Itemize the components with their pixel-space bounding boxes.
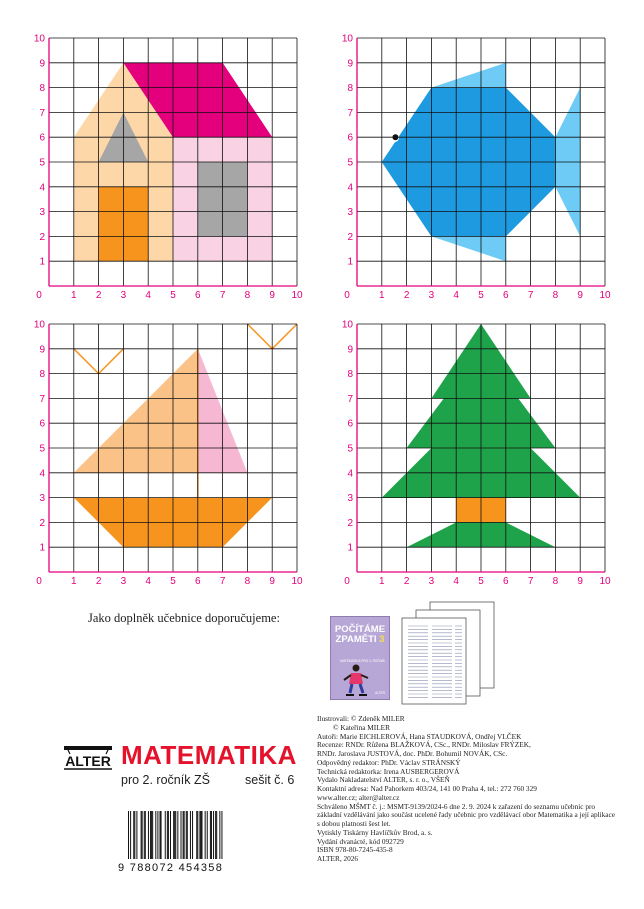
y-tick-label: 4 — [347, 182, 353, 194]
x-tick-label: 5 — [170, 576, 176, 587]
x-tick-label: 9 — [269, 290, 275, 301]
x-tick-label: 3 — [120, 576, 127, 587]
skater-figure-icon — [341, 663, 371, 697]
credit-line: ALTER, 2026 — [317, 854, 359, 863]
y-tick-label: 10 — [341, 319, 353, 331]
x-tick-label: 9 — [269, 576, 275, 587]
x-tick-label: 4 — [145, 576, 151, 587]
y-tick-label: 4 — [39, 468, 45, 480]
credit-line: www.alter.cz; alter@alter.cz — [317, 792, 400, 802]
x-tick-label: 6 — [503, 290, 509, 301]
x-tick-label: 9 — [577, 290, 583, 301]
y-tick-label: 8 — [39, 369, 45, 381]
x-tick-label: 8 — [244, 290, 251, 301]
y-tick-label: 10 — [33, 319, 45, 331]
y-tick-label: 3 — [39, 493, 45, 505]
y-tick-label: 6 — [347, 132, 353, 144]
x-tick-label: 6 — [195, 290, 201, 301]
x-tick-label: 7 — [527, 576, 534, 587]
issue-label: sešit č. 6 — [245, 773, 295, 787]
y-tick-label: 7 — [347, 107, 353, 119]
x-tick-label: 1 — [71, 290, 77, 301]
x-tick-label: 0 — [344, 576, 350, 587]
x-tick-label: 3 — [428, 290, 435, 301]
book-subtitle: MATEMATIKA PRO 3. ROČNÍK — [340, 659, 385, 663]
y-tick-label: 9 — [39, 58, 45, 70]
book-number: 3 — [379, 634, 385, 645]
christmas-tree-grid — [342, 320, 611, 588]
book-title: POČÍTÁME ZPAMĚTI 3 — [334, 624, 386, 645]
x-tick-label: 0 — [36, 290, 42, 301]
x-tick-label: 7 — [527, 290, 534, 301]
y-tick-label: 7 — [39, 107, 45, 119]
x-tick-label: 1 — [379, 290, 385, 301]
y-tick-label: 6 — [39, 132, 45, 144]
x-tick-label: 10 — [599, 290, 611, 301]
y-tick-label: 3 — [347, 493, 353, 505]
logo-text: ALTER — [65, 753, 111, 769]
y-tick-label: 10 — [33, 33, 45, 45]
book-publisher: ALTER — [374, 691, 385, 695]
barcode-number: 9 788072 454358 — [118, 862, 224, 874]
y-tick-label: 2 — [347, 231, 353, 243]
x-tick-label: 9 — [577, 576, 583, 587]
fish-shape-2 — [431, 236, 505, 261]
y-tick-label: 3 — [347, 207, 353, 219]
credit-line: Recenze: RNDr. Růžena BLAŽKOVÁ, CSc., RNDr. Miloslav FRÝZEK, — [317, 740, 531, 750]
credits-block — [317, 715, 617, 864]
x-tick-label: 2 — [95, 290, 102, 301]
y-tick-label: 9 — [347, 344, 353, 356]
y-tick-label: 1 — [347, 256, 353, 268]
x-tick-label: 7 — [219, 576, 226, 587]
x-tick-label: 1 — [71, 576, 77, 587]
x-tick-label: 1 — [379, 576, 385, 587]
credit-line: Vydání dvanácté, kód 092729 — [317, 836, 404, 846]
brand-title: MATEMATIKA — [121, 740, 297, 770]
x-tick-label: 8 — [552, 290, 559, 301]
y-tick-label: 7 — [347, 393, 353, 405]
fish-grid — [342, 34, 611, 302]
y-tick-label: 1 — [39, 542, 45, 554]
x-tick-label: 2 — [403, 290, 410, 301]
x-tick-label: 4 — [453, 290, 459, 301]
y-tick-label: 8 — [39, 83, 45, 95]
x-tick-label: 0 — [344, 290, 350, 301]
credit-line: ISBN 978-80-7245-435-8 — [317, 845, 393, 855]
y-tick-label: 8 — [347, 83, 353, 95]
credit-line: © Kateřina MILER — [333, 722, 391, 732]
x-tick-label: 2 — [403, 576, 410, 587]
credit-line: Odpovědný redaktor: PhDr. Václav STRÁNSKÝ — [317, 757, 461, 767]
credit-line: Ilustrovali: © Zdeněk MILER — [317, 714, 405, 723]
y-tick-label: 9 — [347, 58, 353, 70]
x-tick-label: 4 — [145, 290, 151, 301]
x-tick-label: 7 — [219, 290, 226, 301]
x-tick-label: 10 — [291, 576, 303, 587]
y-tick-label: 5 — [39, 157, 45, 169]
x-tick-label: 5 — [478, 576, 484, 587]
y-tick-label: 7 — [39, 393, 45, 405]
x-tick-label: 3 — [120, 290, 127, 301]
alter-logo — [62, 744, 114, 774]
y-tick-label: 2 — [347, 517, 353, 529]
y-tick-label: 4 — [39, 182, 45, 194]
y-tick-label: 1 — [347, 542, 353, 554]
book-cover-pocitame-zpameti[interactable] — [330, 616, 390, 700]
y-tick-label: 5 — [347, 443, 353, 455]
x-tick-label: 10 — [291, 290, 303, 301]
x-tick-label: 3 — [428, 576, 435, 587]
y-tick-label: 4 — [347, 468, 353, 480]
x-tick-label: 5 — [170, 290, 176, 301]
y-tick-label: 1 — [39, 256, 45, 268]
y-tick-label: 5 — [347, 157, 353, 169]
x-tick-label: 6 — [503, 576, 509, 587]
fish-shape-1 — [431, 63, 505, 88]
credit-line: Kontaktní adresa: Nad Pahorkem 403/24, 141 00 Praha 4, tel.: 272 760 329 — [317, 784, 537, 793]
y-tick-label: 10 — [341, 33, 353, 45]
y-tick-label: 6 — [347, 418, 353, 430]
x-tick-label: 8 — [244, 576, 251, 587]
x-tick-label: 10 — [599, 576, 611, 587]
credit-line: Vydalo Nakladatelství ALTER, s. r. o., VŠEŇ — [317, 775, 450, 785]
y-tick-label: 3 — [39, 207, 45, 219]
x-tick-label: 8 — [552, 576, 559, 587]
x-tick-label: 2 — [95, 576, 102, 587]
x-tick-label: 6 — [195, 576, 201, 587]
credit-line: Technická redaktorka: Irena AUSBERGEROVÁ — [317, 766, 460, 776]
y-tick-label: 2 — [39, 231, 45, 243]
credit-line: Schváleno MŠMT č. j.: MSMT-9139/2024-6 dne 2. 9. 2024 k zařazení do seznamu učebnic pro základní vzdělávání jako součást ucelené řady učebnic pro vzdělávací obor Matematika a její aplikace s dobou platnosti šest let. — [317, 801, 616, 828]
worksheet-pages[interactable] — [400, 600, 500, 710]
x-tick-label: 0 — [36, 576, 42, 587]
recommend-text: Jako doplněk učebnice doporučujeme: — [88, 611, 280, 625]
x-tick-label: 4 — [453, 576, 459, 587]
house-grid — [34, 34, 303, 302]
y-tick-label: 6 — [39, 418, 45, 430]
y-tick-label: 8 — [347, 369, 353, 381]
credit-line: Autoři: Marie EICHLEROVÁ, Hana STAUDKOVÁ, Ondřej VLČEK — [317, 731, 522, 741]
barcode — [128, 811, 224, 863]
credit-line: RNDr. Jaroslava JUSTOVÁ, doc. PhDr. Bohumil NOVÁK, CSc. — [317, 749, 508, 758]
y-tick-label: 2 — [39, 517, 45, 529]
grade-label: pro 2. ročník ZŠ — [121, 773, 210, 787]
sailboat-grid — [34, 320, 303, 588]
credit-line: Vytiskly Tiskárny Havlíčkův Brod, a. s. — [317, 827, 433, 837]
y-tick-label: 5 — [39, 443, 45, 455]
y-tick-label: 9 — [39, 344, 45, 356]
x-tick-label: 5 — [478, 290, 484, 301]
